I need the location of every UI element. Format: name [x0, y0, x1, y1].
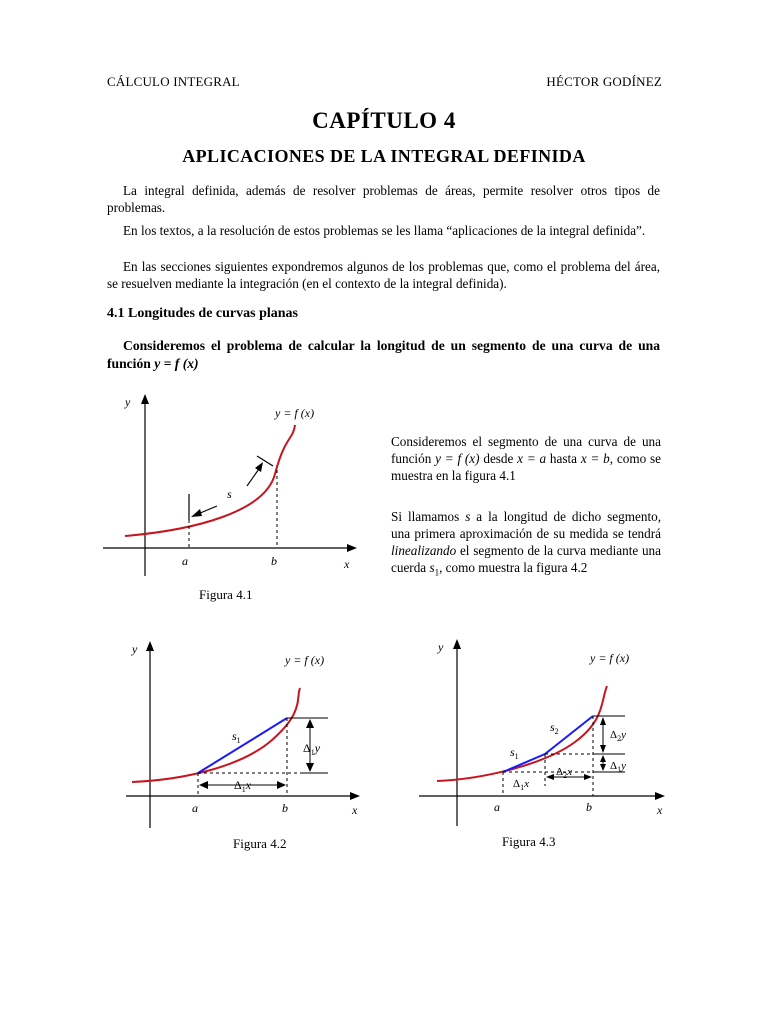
fig3-d2x-delta: Δ [556, 766, 564, 778]
fig3-y-label: y [438, 640, 444, 654]
fig3-s2-label [550, 720, 559, 736]
chapter-title: CAPÍTULO 4 [312, 108, 456, 133]
fig1-y-arrow [141, 394, 149, 404]
fig1-arrowhead-left [191, 509, 202, 517]
fig2-dy-delta: Δ [303, 741, 311, 755]
fig3-d2y-arrowhead-bottom [600, 745, 606, 753]
fig2-chord [198, 718, 287, 773]
fig1-a-label: a [182, 554, 188, 568]
fig1-b-label: b [271, 554, 277, 568]
intro-paragraph-3: En las secciones siguientes expondremos algunos de los problemas que, como el problema del área, se resuelven mediante la integración (en el contexto de la integral definida). [107, 259, 660, 291]
side2-text-1: Si llamamos [391, 509, 466, 524]
figure-4-3 [415, 634, 675, 829]
fig3-d1y-label [610, 760, 626, 774]
fig3-curve [437, 686, 607, 781]
fig3-d2x-sub: 2 [563, 771, 568, 780]
side2-text-2: a la longitud de dicho segmento, una primera aproximación de su medida se tendrá [391, 509, 662, 541]
side2-s: s [465, 509, 471, 524]
fig2-dy-sub: 1 [310, 748, 315, 757]
figure-4-3-caption: Figura 4.3 [502, 834, 556, 849]
side1-eq-fx: y = f (x) [435, 451, 480, 466]
side2-linealizando: linealizando [391, 543, 457, 558]
fig2-y-arrow [146, 641, 154, 651]
fig2-x-label: x [352, 803, 358, 817]
fig1-arrowhead-right [255, 462, 263, 472]
fig3-d1y-arrowhead-top [600, 755, 606, 762]
side1-text-4: , como se muestra en la figura 4.1 [391, 451, 661, 483]
fig3-function-label: y = f (x) [590, 651, 630, 665]
fig2-dx-label [234, 778, 252, 794]
figure-4-2 [110, 636, 370, 831]
fig2-s1-label [232, 729, 241, 745]
side2-s1-sub: 1 [434, 567, 440, 578]
fig2-dy-label [303, 741, 321, 757]
side1-text-3: hasta [546, 451, 581, 466]
fig2-b-label: b [282, 801, 288, 815]
fig2-dy-arrowhead-top [306, 719, 314, 728]
section-statement-text: Consideremos el problema de calcular la longitud de un segmento de una curva de una función [107, 338, 660, 371]
fig3-d1y-delta: Δ [610, 760, 618, 772]
fig3-d2y-sub: 2 [617, 734, 622, 743]
header-left: CÁLCULO INTEGRAL [107, 74, 240, 89]
fig3-d2y-y: y [621, 729, 626, 741]
header-right: HÉCTOR GODÍNEZ [546, 74, 662, 89]
fig3-x-arrow [655, 792, 665, 800]
section-statement [107, 337, 660, 373]
fig3-s1-sub: 1 [514, 752, 519, 761]
fig3-d2x-label [556, 766, 572, 780]
side1-text-2: desde [479, 451, 518, 466]
fig1-y-label: y [125, 395, 131, 409]
fig3-x-label: x [657, 803, 663, 817]
fig1-function-label: y = f (x) [275, 406, 315, 420]
figure-4-2-caption: Figura 4.2 [233, 836, 287, 851]
fig2-y-label: y [132, 642, 138, 656]
fig3-d1x-sub: 1 [520, 783, 525, 792]
fig2-dx-arrowhead-right [277, 781, 286, 789]
fig2-dy-y: y [314, 741, 321, 755]
fig3-d1x-label [513, 778, 529, 792]
fig2-dx-sub: 1 [241, 785, 246, 794]
fig3-d2x-x: x [567, 766, 572, 778]
fig2-s1-sub: 1 [236, 736, 241, 745]
side-paragraph-1 [391, 433, 661, 484]
fig3-d2x-arrowhead-left [546, 774, 554, 780]
fig3-d2y-arrowhead-top [600, 717, 606, 725]
fig3-d1y-y: y [621, 760, 626, 772]
side1-text-1: Consideremos el segmento de una curva de una función [391, 434, 661, 466]
fig1-curve [125, 425, 295, 536]
section-title: 4.1 Longitudes de curvas planas [107, 306, 298, 321]
side2-text-3: el segmento de la curva mediante una cuerda [391, 543, 661, 575]
side1-eq-a: x = a [517, 451, 547, 466]
chapter-subtitle: APLICACIONES DE LA INTEGRAL DEFINIDA [182, 146, 586, 166]
fig1-x-label: x [344, 557, 350, 571]
fig3-s2-s: s [550, 720, 555, 734]
fig3-a-label: a [494, 800, 500, 814]
fig2-dx-arrowhead-left [199, 781, 208, 789]
fig3-d1x-delta: Δ [513, 778, 521, 790]
fig1-s-label: s [227, 487, 232, 501]
intro-paragraph-1: La integral definida, además de resolver problemas de áreas, permite resolver otros tipos de problemas. [107, 183, 660, 215]
fig3-d2x-arrowhead-right [584, 774, 592, 780]
fig2-dx-x: x [245, 778, 252, 792]
fig3-s2-sub: 2 [554, 727, 559, 736]
fig2-function-label: y = f (x) [285, 653, 325, 667]
side1-eq-b: x = b [580, 451, 610, 466]
fig3-b-label: b [586, 800, 592, 814]
fig3-d2y-delta: Δ [610, 729, 618, 741]
fig2-s1-s: s [232, 729, 237, 743]
fig1-tick-b [257, 456, 273, 466]
figure-4-1 [95, 390, 365, 580]
fig1-x-arrow [347, 544, 357, 552]
side-paragraph-2 [391, 508, 661, 582]
fig3-d1y-arrowhead-bottom [600, 764, 606, 771]
section-statement-eq: y = f (x) [154, 356, 199, 371]
side2-s1: s [429, 560, 435, 575]
fig3-y-arrow [453, 639, 461, 649]
fig2-dy-arrowhead-bottom [306, 763, 314, 772]
fig3-s1-s: s [510, 745, 515, 759]
fig3-d1x-x: x [524, 778, 529, 790]
fig3-s1-label [510, 745, 519, 761]
intro-paragraph-2: En los textos, a la resolución de estos problemas se les llama “aplicaciones de la integral definida”. [123, 223, 646, 238]
fig2-a-label: a [192, 801, 198, 815]
fig2-dx-delta: Δ [234, 778, 242, 792]
fig3-d1y-sub: 1 [617, 765, 622, 774]
fig2-curve [132, 688, 300, 782]
fig2-x-arrow [350, 792, 360, 800]
figure-4-1-caption: Figura 4.1 [199, 587, 253, 602]
side2-text-4: , como muestra la figura 4.2 [439, 560, 588, 575]
fig3-d2y-label [610, 729, 626, 743]
